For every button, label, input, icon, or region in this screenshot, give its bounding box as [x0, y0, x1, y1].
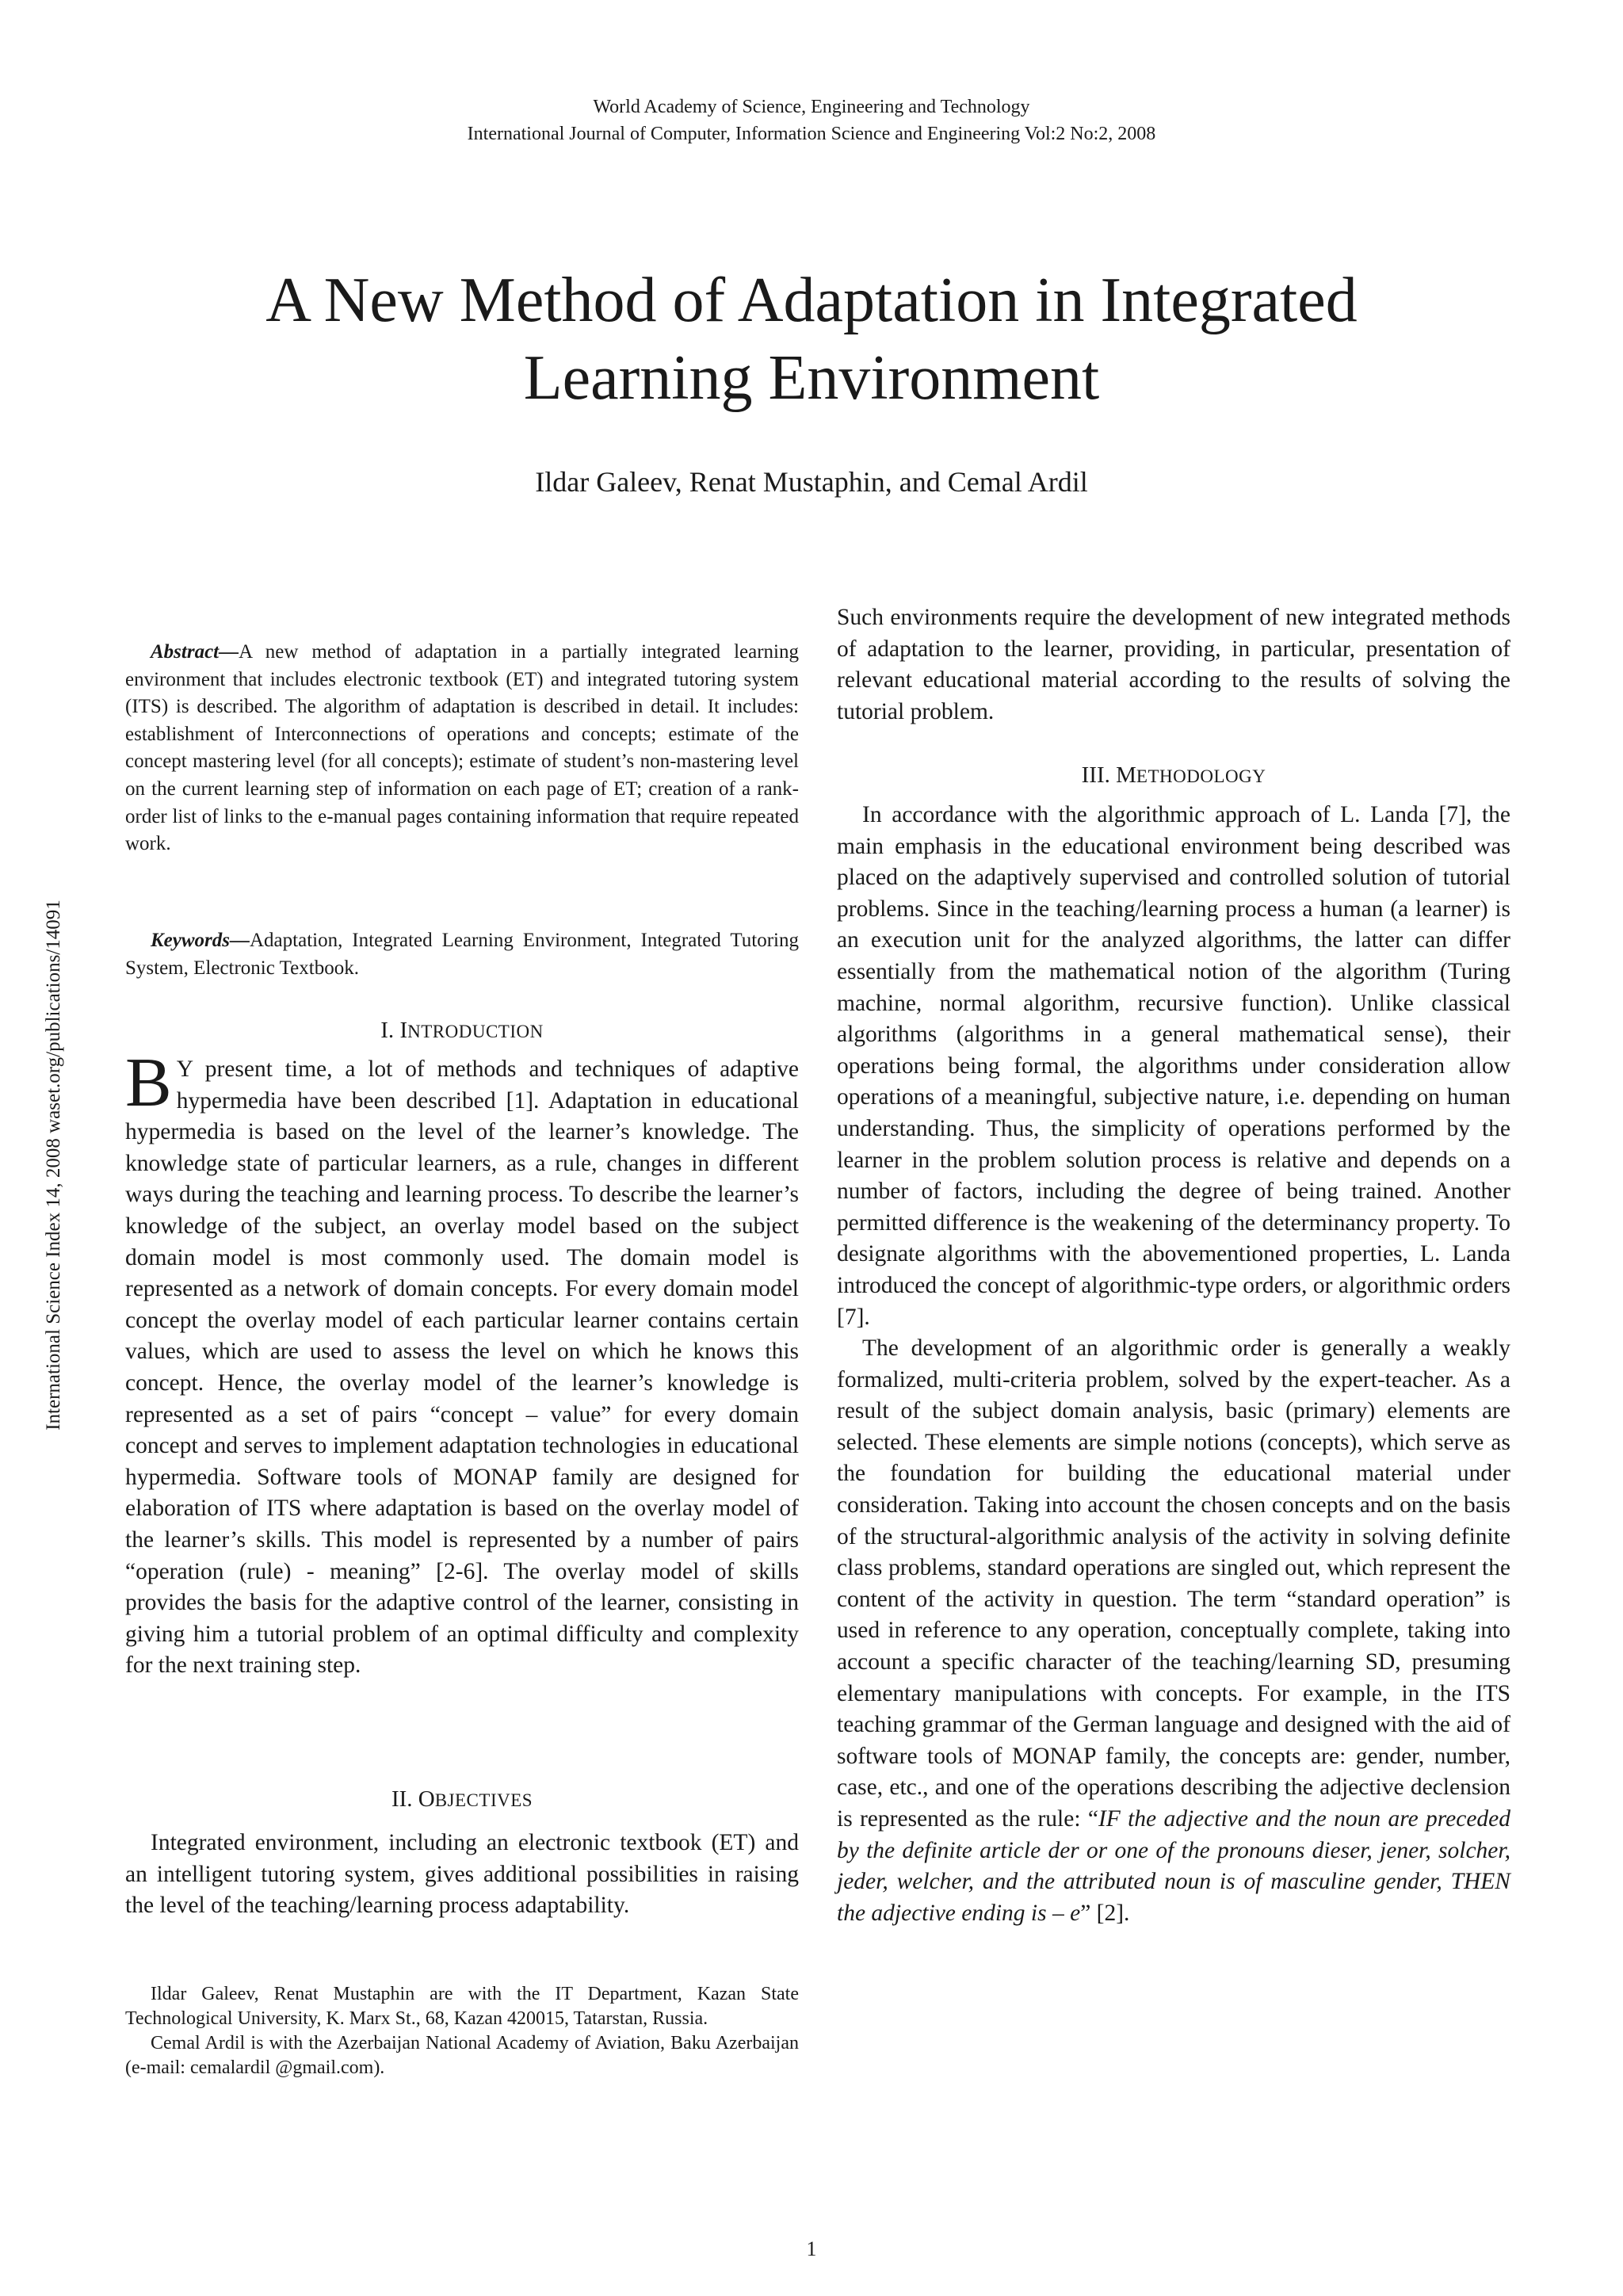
- author-list: Ildar Galeev, Renat Mustaphin, and Cemal Ardil: [535, 466, 1088, 498]
- methodology-body: [837, 800, 1510, 1929]
- introduction-body: [125, 1045, 799, 1682]
- methodology-paragraph-2: [837, 1333, 1510, 1929]
- methodology-paragraph-2-text: The development of an algorithmic order is generally a weakly formalized, multi-criteria problem, solved by the expert-teacher. As a result of the subject domain analysis, basic (primary) elements are selected. These elements are simple notions (concepts), which serve as the foundation for building the educational material under consideration. Taking into account the chosen concepts and on the basis of the structural-algorithmic analysis of the activity in solving definite class problems, standard operations are singled out, which represent the content of the activity in question. The term “standard operation” is used in reference to any operation, conceptually complete, taking into account a specific character of the teaching/learning SD, presuming elementary manipulations with concepts. For example, in the ITS teaching grammar of the German language and designed with the aid of software tools of MONAP family, the concepts are: gender, number, case, etc., and one of the operations describing the adjective declension is represented as the rule: “: [837, 1335, 1510, 1832]
- section-number: I.: [380, 1018, 395, 1043]
- section-title-first-letter: O: [418, 1786, 435, 1812]
- introduction-text: Y present time, a lot of methods and techniques of adaptive hypermedia have been described [1]. Adaptation in educational hypermedia is based on the level of the learner’s knowledge. The knowledge state of particular learners, as a rule, changes in different ways during the teaching and learning process. To describe the learner’s knowledge of the subject, an overlay model based on the subject domain model is most commonly used. The domain model is represented as a network of domain concepts. For every domain model concept the overlay model of each particular learner contains certain values, which are used to assess the level on which he knows this concept. Hence, the overlay model of the learner’s knowledge is represented as a set of pairs “concept – value” for every domain concept and serves to implement adaptation technologies in educational hypermedia. Software tools of MONAP family are designed for elaboration of ITS where adaptation is based on the overlay model of the learner’s skills. This model is represented by a number of pairs “operation (rule) - meaning” [2-6]. The overlay model of skills provides the basis for the adaptive control of the learner, consisting in giving him a tutorial problem of an optimal difficulty and complexity for the next training step.: [125, 1056, 799, 1679]
- abstract-label: Abstract—: [151, 641, 239, 663]
- journal-header-line1: World Academy of Science, Engineering and Technology: [593, 97, 1030, 117]
- section-heading-introduction: [125, 1016, 799, 1046]
- objectives-body: [125, 1828, 799, 1922]
- section-title-first-letter: I: [399, 1018, 408, 1043]
- paper-title: [0, 262, 1623, 417]
- methodology-paragraph-1: In accordance with the algorithmic approach of L. Landa [7], the main emphasis in the educational environment being described was placed on the adaptively supervised and controlled solution of tutorial problems. Since in the teaching/learning process a human (a learner) is an execution unit for the analyzed algorithms, the latter can differ essentially from the mathematical notion of the algorithm (Turing machine, normal algorithm, recursive function). Unlike classical algorithms (algorithms in a general mathematical sense), their operations being formal, the algorithms under consideration allow operations of a meaningful, subjective nature, i.e. depending on human understanding. Thus, the simplicity of operations performed by the learner in the problem solution process is relative and depends on a number of factors, including the degree of being trained. Another permitted difference is the weakening of the determinancy property. To designate algorithms with the abovementioned properties, L. Landa introduced the concept of algorithmic-type orders, or algorithmic orders [7].: [837, 802, 1510, 1330]
- section-title-rest: ETHODOLOGY: [1136, 766, 1266, 786]
- footnote-affiliation-1: Ildar Galeev, Renat Mustaphin are with the IT Department, Kazan State Technological University, K. Marx St., 68, Kazan 420015, Tatarstan, Russia.: [125, 1984, 799, 2029]
- author-footnotes: [125, 1982, 799, 2080]
- paper-title-line2: Learning Environment: [523, 343, 1100, 413]
- section-heading-objectives: [125, 1785, 799, 1815]
- section-title-first-letter: M: [1116, 762, 1136, 788]
- german-adjective-rule: IF the adjective and the noun are preceded by the definite article der or one of the pronouns dieser, jener, solcher, jeder, welcher, and the attributed noun is of masculine gender, THEN the adjective ending is – e: [837, 1806, 1511, 1926]
- objectives-text: Integrated environment, including an electronic textbook (ET) and an intelligent tutoring system, gives additional possibilities in raising the level of the teaching/learning process adaptability.: [125, 1830, 799, 1919]
- section-number: III.: [1081, 762, 1110, 788]
- section-title-rest: BJECTIVES: [434, 1790, 533, 1810]
- page-number: 1: [806, 2237, 817, 2260]
- keywords-text: Adaptation, Integrated Learning Environment, Integrated Tutoring System, Electronic Textbook.: [125, 930, 799, 979]
- footnote-affiliation-2: Cemal Ardil is with the Azerbaijan National Academy of Aviation, Baku Azerbaijan (e-mail: cemalardil @gmail.com).: [125, 2033, 799, 2078]
- abstract: [125, 639, 799, 858]
- objectives-continued: [837, 602, 1510, 728]
- paper-title-line1: A New Method of Adaptation in Integrated: [265, 266, 1358, 335]
- journal-header-line2: International Journal of Computer, Information Science and Engineering Vol:2 No:2, 2008: [467, 124, 1156, 144]
- section-heading-methodology: [837, 761, 1510, 791]
- objectives-continued-text: Such environments require the development of new integrated methods of adaptation to the learner, providing, in particular, presentation of relevant educational material according to the results of solving the tutorial problem.: [837, 605, 1510, 724]
- abstract-text: A new method of adaptation in a partially integrated learning environment that includes electronic textbook (ET) and integrated tutoring system (ITS) is described. The algorithm of adaptation is described in detail. It includes: establishment of Interconnections of operations and concepts; estimate of the concept mastering level (for all concepts); estimate of student’s non-mastering level on the current learning step of information on each page of ET; creation of a rank-order list of links to the e-manual pages containing information that require repeated work.: [125, 641, 799, 855]
- keywords: [125, 927, 799, 982]
- methodology-citation: ” [2].: [1080, 1900, 1130, 1926]
- section-title-rest: NTRODUCTION: [407, 1022, 544, 1041]
- drop-cap: B: [125, 1045, 172, 1121]
- index-sidebar: International Science Index 14, 2008 waset.org/publications/14091: [43, 900, 64, 1431]
- keywords-label: Keywords—: [151, 930, 250, 951]
- section-number: II.: [391, 1786, 413, 1812]
